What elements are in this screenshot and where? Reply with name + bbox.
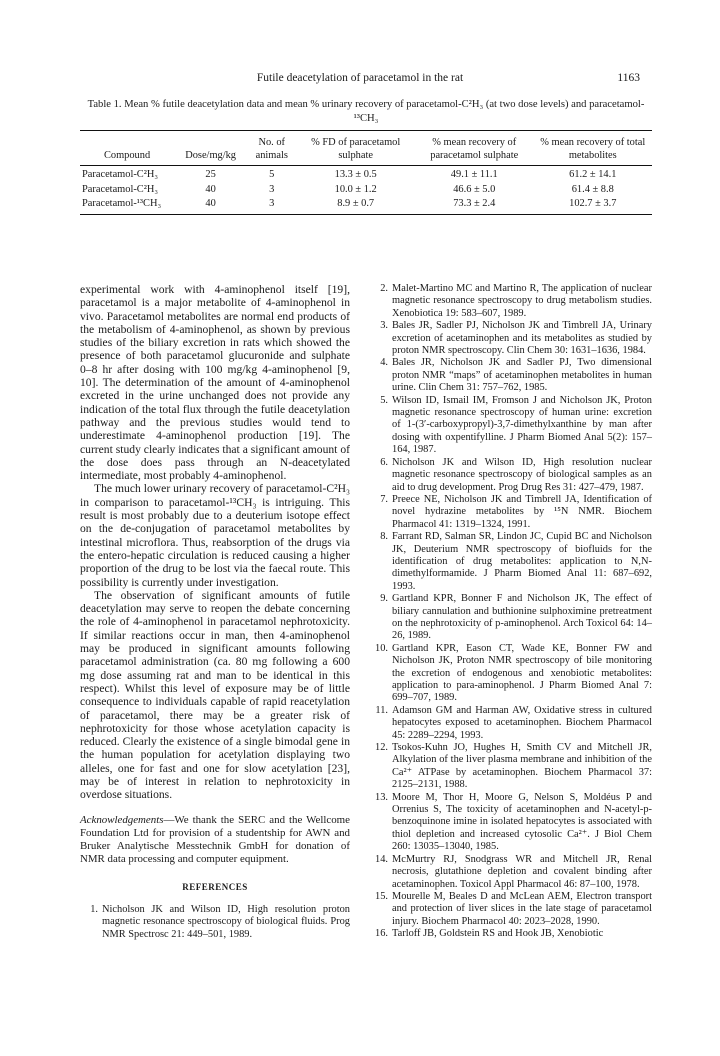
reference-item: 15. Mourelle M, Beales D and McLean AEM, Electron transport and protection of liver slices in the late stage of paracetamol injury. Biochem Pharmacol 40: 2023–2028, 1990. xyxy=(375,890,652,927)
table-cell: 3 xyxy=(269,183,275,195)
col-header-dose: Dose/mg/kg xyxy=(174,131,247,166)
running-title: Futile deacetylation of paracetamol in the rat xyxy=(256,72,464,84)
right-column xyxy=(370,283,652,941)
body-paragraph: experimental work with 4-aminophenol itself [19], paracetamol is a major metabolite of 4-aminophenol in vivo. Paracetamol metabolites are normal end products of the metabolism of 4-aminophenol, as shown by previous studies of the biliary excretion in rats which showed the presence of both paracetamol glucuronide and sulphate 0–8 hr after dosing with 100 mg/kg 4-aminophenol [9, 10]. The determination of the amount of 4-aminophenol excreted in the urine unchanged does not provide any indication of the total flux through the futile deacetylation pathway and the previous studies would tend to underestimate 4-aminophenol production [19]. The current study clearly indicates that a significant amount of the dose does pass through an N-deacetylated intermediate, most probably 4-aminophenol. xyxy=(80,283,350,483)
table-cell: 25 xyxy=(205,169,216,180)
reference-item: 1. Nicholson JK and Wilson ID, High resolution proton magnetic resonance spectroscopy of biological fluids. Prog NMR Spectrosc 21: 449–501, 1989. xyxy=(90,904,350,940)
table-cell: 61.2 ± 14.1 xyxy=(569,169,617,180)
reference-item: 9. Gartland KPR, Bonner F and Nicholson JK, The effect of biliary cannulation and buthionine sulphoximine pretreatment on the nephrotoxicity of p-aminophenol. Arch Toxicol 64: 14–26, 1989. xyxy=(380,593,652,642)
table-cell: 73.3 ± 2.4 xyxy=(415,197,534,214)
body-paragraph: The observation of significant amounts of futile deacetylation may serve to reopen the debate concerning the role of 4-aminophenol in paracetamol nephrotoxicity. If similar reactions occur in man, then 4-aminophenol may be produced in significant amounts following paracetamol administration (ca. 80 mg following a 600 mg dose assuming rat and man to be identical in this respect). Whilst this level of exposure may be of little consequence to individuals capable of rapid reacetylation of paracetamol, there may be a greater risk of nephrotoxicity for those whose acetylation capacity is reduced. Clearly the existence of a single bimodal gene in the human population for acetylation displaying two alleles, one for fast and one for slow acetylation [23], may be of interest in relation to nephrotoxicity in overdose situations. xyxy=(80,588,350,802)
table-cell: 3 xyxy=(247,197,296,214)
table-cell: 8.9 ± 0.7 xyxy=(296,197,415,214)
reference-item: 2. Malet-Martino MC and Martino R, The application of nuclear magnetic resonance spectroscopy to drug metabolism studies. Xenobiotica 19: 583–607, 1989. xyxy=(380,283,652,319)
reference-item: 7. Preece NE, Nicholson JK and Timbrell JA, Identification of novel hydrazine metabolites by ¹⁵N NMR. Biochem Pharmacol 41: 1319–1324, 1991. xyxy=(380,493,652,530)
reference-item: 4. Bales JR, Nicholson JK and Sadler PJ, Two dimensional proton NMR “maps” of acetaminophen metabolites in human urine. Clin Chem 31: 757–762, 1985. xyxy=(380,357,652,394)
reference-item: 8. Farrant RD, Salman SR, Lindon JC, Cupid BC and Nicholson JK, Deuterium NMR spectroscopy of biofluids for the identification of drug metabolites: application to N,N-dimethylformamide. J Pharm Biomed Anal 11: 687–692, 1993. xyxy=(380,531,652,592)
col-header-recovery-total: % mean recovery of total metabolites xyxy=(534,131,652,166)
table-row xyxy=(80,166,652,183)
page-number: 1163 xyxy=(617,72,640,84)
table-cell: Paracetamol-C²H₃ xyxy=(82,169,158,180)
table-cell: 102.7 ± 3.7 xyxy=(534,197,652,214)
table-row xyxy=(80,183,652,198)
body-paragraph: The much lower urinary recovery of paracetamol-C²H₃ in comparison to paracetamol-¹³CH₃ is intriguing. This result is most probably due to a deuterium isotope effect on the de-conjugation of paracetamol metabolites by intestinal microflora. Thus, reabsorption of the drugs via the entero-hepatic circulation is reduced causing a higher proportion of the drug to be lost via the faecal route. This possibility is currently under investigation. xyxy=(80,482,350,589)
col-header-recovery-sulphate: % mean recovery of paracetamol sulphate xyxy=(415,131,534,166)
col-header-fd: % FD of paracetamol sulphate xyxy=(296,131,415,166)
acknowledgements-label: Acknowledgements xyxy=(80,813,164,826)
table-cell: 49.1 ± 11.1 xyxy=(450,169,498,180)
acknowledgements-text: —We thank the SERC and the Wellcome Foundation Ltd for provision of a studentship for AWN and Bruker Analytische Messtechnik GmbH for donation of NMR data processing and computer equipment. xyxy=(80,813,350,866)
col-header-compound: Compound xyxy=(80,131,174,166)
reference-item: 14. McMurtry RJ, Snodgrass WR and Mitchell JR, Renal necrosis, glutathione depletion and covalent binding after acetaminophen. Toxicol Appl Pharmacol 46: 87–100, 1978. xyxy=(375,853,652,890)
reference-item: 6. Nicholson JK and Wilson ID, High resolution nuclear magnetic resonance spectroscopy of biological samples as an aid to drug development. Prog Drug Res 31: 427–479, 1987. xyxy=(380,456,652,493)
col-header-animals: No. of animals xyxy=(247,131,296,166)
table-cell: 10.0 ± 1.2 xyxy=(334,183,377,195)
table-cell: 5 xyxy=(269,169,275,180)
reference-item: 13. Moore M, Thor H, Moore G, Nelson S, Moldéus P and Orrenius S, The toxicity of acetaminophen and N-acetyl-p-benzoquinone imine in isolated hepatocytes is associated with thiol depletion and increased cytosolic Ca²⁺. J Biol Chem 260: 13035–13040, 1985. xyxy=(375,791,652,853)
reference-item: 3. Bales JR, Sadler PJ, Nicholson JK and Timbrell JA, Urinary excretion of acetaminophen and its metabolites as studied by proton NMR spectroscopy. Clin Chem 30: 1631–1636, 1984. xyxy=(380,320,652,357)
table-caption: Table 1. Mean % futile deacetylation data and mean % urinary recovery of paracetamol-C²H₃ (at two dose levels) and paracetamol-¹³CH₃ xyxy=(87,99,645,124)
reference-item: 10. Gartland KPR, Eason CT, Wade KE, Bonner FW and Nicholson JK, Proton NMR spectroscopy of bile monitoring the excretion of endogenous and xenobiotic metabolites: application to para-aminophenol. J Pharm Biomed Anal 7: 699–707, 1989. xyxy=(375,642,652,704)
table-row xyxy=(80,197,652,214)
reference-item: 11. Adamson GM and Harman AW, Oxidative stress in cultured hepatocytes exposed to acetaminophen. Biochem Pharmacol 45: 2289–2294, 1993. xyxy=(375,704,652,741)
left-column xyxy=(80,283,350,941)
reference-item: 12. Tsokos-Kuhn JO, Hughes H, Smith CV and Mitchell JR, Alkylation of the liver plasma membrane and inhibition of the Ca²⁺ ATPase by acetaminophen. Biochem Pharmacol 37: 2125–2131, 1988. xyxy=(375,742,652,791)
table-cell: 13.3 ± 0.5 xyxy=(334,169,377,180)
table-cell: 40 xyxy=(205,183,216,195)
reference-item: 16. Tarloff JB, Goldstein RS and Hook JB, Xenobiotic xyxy=(375,928,604,940)
acknowledgements xyxy=(80,814,350,867)
running-head xyxy=(80,72,640,88)
table-cell: Paracetamol-¹³CH₃ xyxy=(80,197,174,214)
table-cell: 61.4 ± 8.8 xyxy=(571,183,614,195)
references-heading: REFERENCES xyxy=(182,881,248,892)
reference-item: 5. Wilson ID, Ismail IM, Fromson J and Nicholson JK, Proton magnetic resonance spectroscopy of human urine: excretion of 1-(3′-carboxypropyl)-3,7-dimethylxanthine by man after dosing with oxpentifylline. J Pharm Biomed Anal 5(2): 157–164, 1987. xyxy=(380,394,652,456)
table-cell: 40 xyxy=(174,197,247,214)
data-table xyxy=(80,130,652,215)
table-cell: Paracetamol-C²H₃ xyxy=(82,183,158,195)
table-cell: 46.6 ± 5.0 xyxy=(453,183,496,195)
